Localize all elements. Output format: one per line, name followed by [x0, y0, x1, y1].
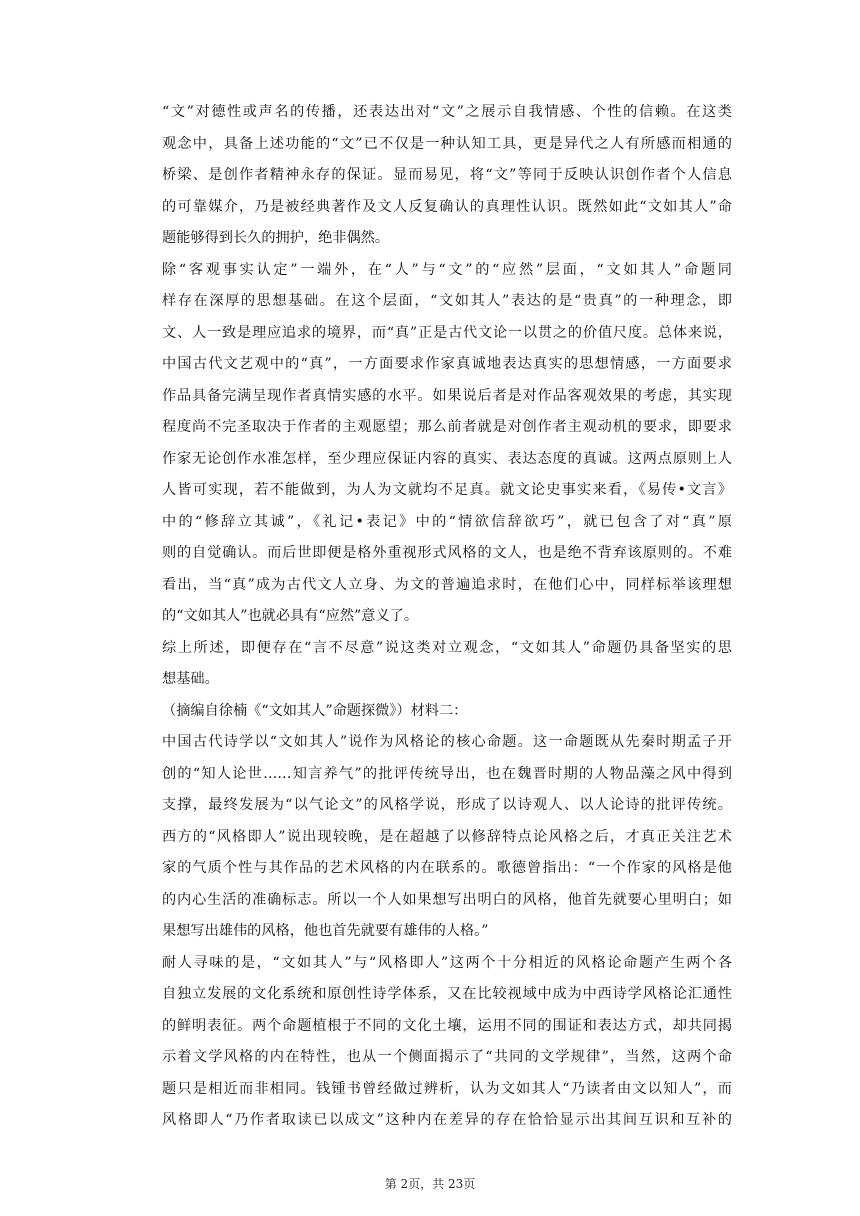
- text-line: 作品具备完满呈现作者真情实感的水平。如果说后者是对作品客观效果的考虑，其实现: [162, 387, 732, 404]
- text-line: 支撑，最终发展为“以气论文”的风格学说，形成了以诗观人、以人论诗的批评传统。: [162, 797, 732, 813]
- text-line: 中的“修辞立其诚”，《礼记•表记》中的“情欲信辞欲巧”，就已包含了对“真”原: [162, 513, 732, 530]
- paragraph: [162, 727, 732, 948]
- text-line: 的鲜明表征。两个命题植根于不同的文化土壤，运用不同的围证和表达方式，却共同揭: [162, 1017, 732, 1034]
- text-line: 示着文学风格的内在特性，也从一个侧面揭示了“共同的文学规律”，当然，这两个命: [162, 1049, 732, 1065]
- text-line: 果想写出雄伟的风格，他也首先就要有雄伟的人格。”: [162, 923, 489, 939]
- paragraph: [162, 633, 732, 696]
- text-line: 程度尚不完圣取决于作者的主观愿望；那么前者就是对创作者主观动机的要求，即要求: [162, 419, 732, 435]
- text-line: “文”对德性或声名的传播，还表达出对“文”之展示自我情感、个性的信赖。在这类: [162, 104, 732, 120]
- text-line: 看出，当“真”成为古代文人立身、为文的普遍追求时，在他们心中，同样标举该理想: [162, 576, 732, 593]
- paragraph: [162, 948, 732, 1137]
- text-line: 样存在深厚的思想基础。在这个层面，“文如其人”表达的是“贵真”的一种理念，即: [162, 293, 732, 309]
- paragraph: [162, 255, 732, 633]
- text-line: 作家无论创作水准怎样，至少理应保证内容的真实、表达态度的真诚。这两点原则上人: [162, 450, 732, 467]
- text-line: 综上所述，即便存在“言不尽意”说这类对立观念，“文如其人”命题仍具备坚实的思: [162, 639, 732, 656]
- text-line: 人皆可实现，若不能做到，为人为文就均不足真。就文论史事实来看，《易传•文言》: [162, 482, 732, 498]
- text-line: 家的气质个性与其作品的艺术风格的内在联系的。歌德曾指出：“一个作家的风格是他: [162, 860, 732, 876]
- text-line: 除“客观事实认定”一端外，在“人”与“文”的“应然”层面，“文如其人”命题同: [162, 261, 732, 278]
- text-line: 耐人寻味的是，“文如其人”与“风格即人”这两个十分相近的风格论命题产生两个各: [162, 954, 732, 971]
- text-line: 桥梁、是创作者精神永存的保证。显而易见，将“文”等同于反映认识创作者个人信息: [162, 167, 732, 183]
- text-line: 的可靠媒介，乃是被经典著作及文人反复确认的真理性认识。既然如此“文如其人”命: [162, 198, 732, 215]
- article-body: [162, 97, 732, 1137]
- text-line: 观念中，具备上述功能的“文”已不仅是一种认知工具，更是异代之人有所感而相通的: [162, 135, 732, 152]
- text-line: （摘编自徐楠《“文如其人”命题探微》）材料二：: [162, 702, 468, 719]
- text-line: 文、人一致是理应追求的境界，而“真”正是古代文论一以贯之的价值尺度。总体来说，: [162, 324, 732, 341]
- text-line: 则的自觉确认。而后世即便是格外重视形式风格的文人，也是绝不背弃该原则的。不难: [162, 545, 732, 561]
- text-line: 创的“知人论世……知言养气”的批评传统导出，也在魏晋时期的人物品藻之风中得到: [162, 765, 732, 782]
- text-line: 的“文如其人”也就必具有“应然”意义了。: [162, 608, 419, 624]
- text-line: 题能够得到长久的拥护，绝非偶然。: [162, 230, 390, 246]
- text-line: 中国古代文艺观中的“真”，一方面要求作家真诚地表达真实的思想情感，一方面要求: [162, 356, 732, 372]
- text-line: 风格即人“乃作者取读已以成文”这种内在差异的存在恰恰显示出其间互识和互补的: [162, 1112, 732, 1128]
- paragraph: [162, 97, 732, 255]
- text-line: 题只是相近而非相同。钱锺书曾经做过辨析，认为文如其人“乃读者由文以知人”，而: [162, 1080, 732, 1097]
- text-line: 中国古代诗学以“文如其人”说作为风格论的核心命题。这一命题既从先秦时期孟子开: [162, 734, 732, 750]
- source-citation: [162, 696, 732, 728]
- text-line: 想基础。: [162, 671, 219, 687]
- text-line: 自独立发展的文化系统和原创性诗学体系，又在比较视域中成为中西诗学风格论汇通性: [162, 986, 732, 1002]
- page-number-footer: 第 2页，共 23页: [384, 1177, 476, 1191]
- text-line: 西方的“风格即人”说出现较晚，是在超越了以修辞特点论风格之后，才真正关注艺术: [162, 828, 732, 845]
- text-line: 的内心生活的准确标志。所以一个人如果想写出明白的风格，他首先就要心里明白；如: [162, 891, 732, 908]
